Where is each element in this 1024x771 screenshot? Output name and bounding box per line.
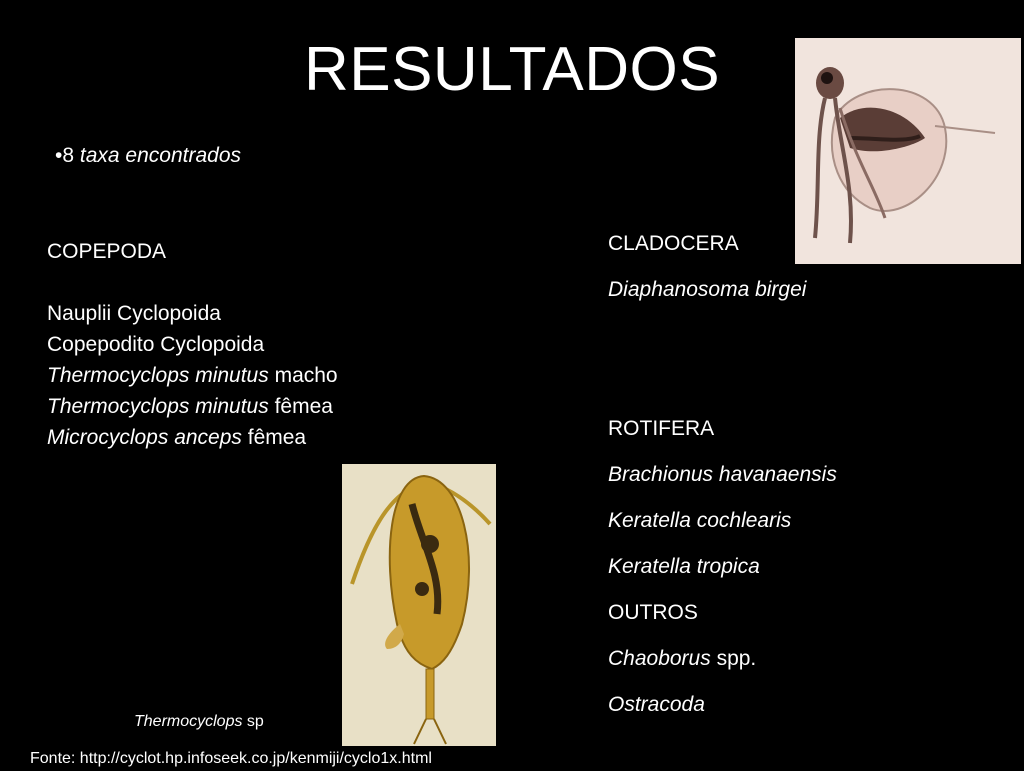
species-italic: Thermocyclops minutus — [47, 364, 269, 387]
species-italic: Thermocyclops minutus — [47, 395, 269, 418]
copepoda-item — [47, 360, 338, 391]
taxa-number: 8 — [62, 144, 75, 167]
copepod-photo — [342, 464, 496, 746]
cladocera-species: Diaphanosoma birgei — [608, 278, 807, 301]
rotifera-heading: ROTIFERA — [608, 417, 715, 440]
copepoda-item — [47, 422, 338, 453]
outros-heading: OUTROS — [608, 601, 698, 624]
species-plain: Copepodito Cyclopoida — [47, 333, 265, 356]
caption-italic: Thermocyclops — [134, 713, 243, 730]
species-plain: spp. — [710, 647, 757, 670]
species-plain: Nauplii Cyclopoida — [47, 302, 221, 325]
species-plain: fêmea — [241, 426, 307, 449]
species-plain: macho — [268, 364, 338, 387]
rotifera-species: Keratella tropica — [608, 555, 760, 578]
photo-caption — [134, 712, 264, 732]
outros-item — [608, 689, 837, 735]
slide-title: RESULTADOS — [303, 35, 721, 104]
bullet-marker: • — [55, 144, 63, 167]
copepoda-item — [47, 391, 338, 422]
rotifera-species: Brachionus havanaensis — [608, 463, 837, 486]
rotifera-section — [608, 413, 837, 735]
copepod-illustration — [342, 464, 496, 746]
species-italic: Microcyclops anceps — [47, 426, 242, 449]
spacer — [47, 267, 338, 298]
rotifera-species: Keratella cochlearis — [608, 509, 792, 532]
species-italic: Ostracoda — [608, 693, 705, 716]
source-citation: Fonte: http://cyclot.hp.infoseek.co.jp/kenmiji/cyclo1x.html — [30, 750, 432, 767]
outros-item — [608, 643, 837, 689]
bullet-taxa-count — [55, 142, 241, 170]
copepoda-item — [47, 329, 338, 360]
cladocera-heading: CLADOCERA — [608, 232, 739, 255]
cladoceran-photo — [795, 38, 1021, 264]
cladocera-section — [608, 228, 806, 320]
caption-plain: sp — [242, 713, 264, 730]
copepoda-heading: COPEPODA — [47, 240, 167, 263]
taxa-text: taxa encontrados — [79, 144, 241, 167]
copepoda-section — [47, 236, 338, 453]
species-plain: fêmea — [268, 395, 333, 418]
cladoceran-illustration — [795, 38, 1021, 264]
copepoda-item — [47, 298, 338, 329]
species-italic: Chaoborus — [608, 647, 711, 670]
